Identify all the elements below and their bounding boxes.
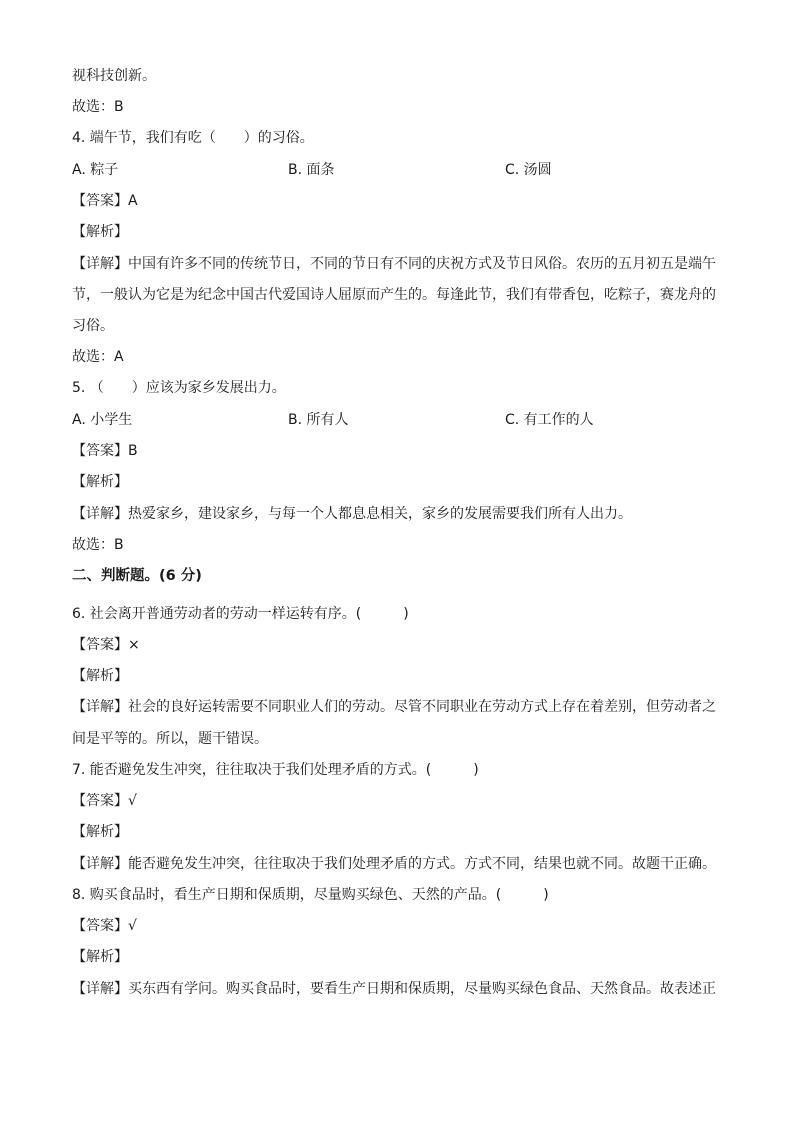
- q4-choose: 故选：A: [72, 349, 124, 365]
- q6-analysis-label: 【解析】: [72, 668, 128, 684]
- q4-detail-line-1: 【详解】中国有许多不同的传统节日，不同的节日有不同的庆祝方式及节日风俗。农历的五月初五是端午: [72, 256, 716, 272]
- q7-analysis-label: 【解析】: [72, 824, 128, 840]
- q5-detail: 【详解】热爱家乡，建设家乡，与每一个人都息息相关，家乡的发展需要我们所有人出力。: [72, 506, 632, 522]
- q6-answer: 【答案】×: [72, 637, 140, 653]
- q5-choose: 故选：B: [72, 537, 124, 553]
- q8-analysis-label: 【解析】: [72, 949, 128, 965]
- question-6: 6. 社会离开普通劳动者的劳动一样运转有序。( ): [72, 606, 409, 622]
- text-line: 视科技创新。: [72, 68, 156, 84]
- q6-detail-line-1: 【详解】社会的良好运转需要不同职业人们的劳动。尽管不同职业在劳动方式上存在着差别，但劳动者之: [72, 699, 716, 715]
- q5-option-c: C. 有工作的人: [505, 412, 594, 428]
- q4-option-c: C. 汤圆: [505, 162, 552, 178]
- answer-choice: 故选：B: [72, 99, 124, 115]
- q8-detail: 【详解】买东西有学问。购买食品时，要看生产日期和保质期，尽量购买绿色食品、天然食品。故表述正: [72, 981, 716, 997]
- q8-answer: 【答案】√: [72, 918, 137, 934]
- q6-detail-line-2: 间是平等的。所以，题干错误。: [72, 731, 268, 747]
- q4-detail-line-3: 习俗。: [72, 318, 114, 334]
- q5-option-a: A. 小学生: [72, 412, 133, 428]
- q7-detail: 【详解】能否避免发生冲突，往往取决于我们处理矛盾的方式。方式不同，结果也就不同。故题干正确。: [72, 856, 716, 872]
- question-5: 5. （ ）应该为家乡发展出力。: [72, 380, 286, 396]
- q4-detail-line-2: 节，一般认为它是为纪念中国古代爱国诗人屈原而产生的。每逢此节，我们有带香包，吃粽子，赛龙舟的: [72, 287, 716, 303]
- q4-answer: 【答案】A: [72, 193, 138, 209]
- question-7: 7. 能否避免发生冲突，往往取决于我们处理矛盾的方式。( ): [72, 762, 479, 778]
- q5-analysis-label: 【解析】: [72, 474, 128, 490]
- question-8: 8. 购买食品时，看生产日期和保质期，尽量购买绿色、天然的产品。( ): [72, 887, 549, 903]
- q4-option-b: B. 面条: [288, 162, 335, 178]
- q4-option-a: A. 粽子: [72, 162, 119, 178]
- question-4: 4. 端午节，我们有吃（ ）的习俗。: [72, 130, 314, 146]
- q7-answer: 【答案】√: [72, 793, 137, 809]
- q5-answer: 【答案】B: [72, 443, 138, 459]
- q4-analysis-label: 【解析】: [72, 224, 128, 240]
- q5-option-b: B. 所有人: [288, 412, 349, 428]
- section-heading: 二、判断题。(6 分): [72, 568, 202, 584]
